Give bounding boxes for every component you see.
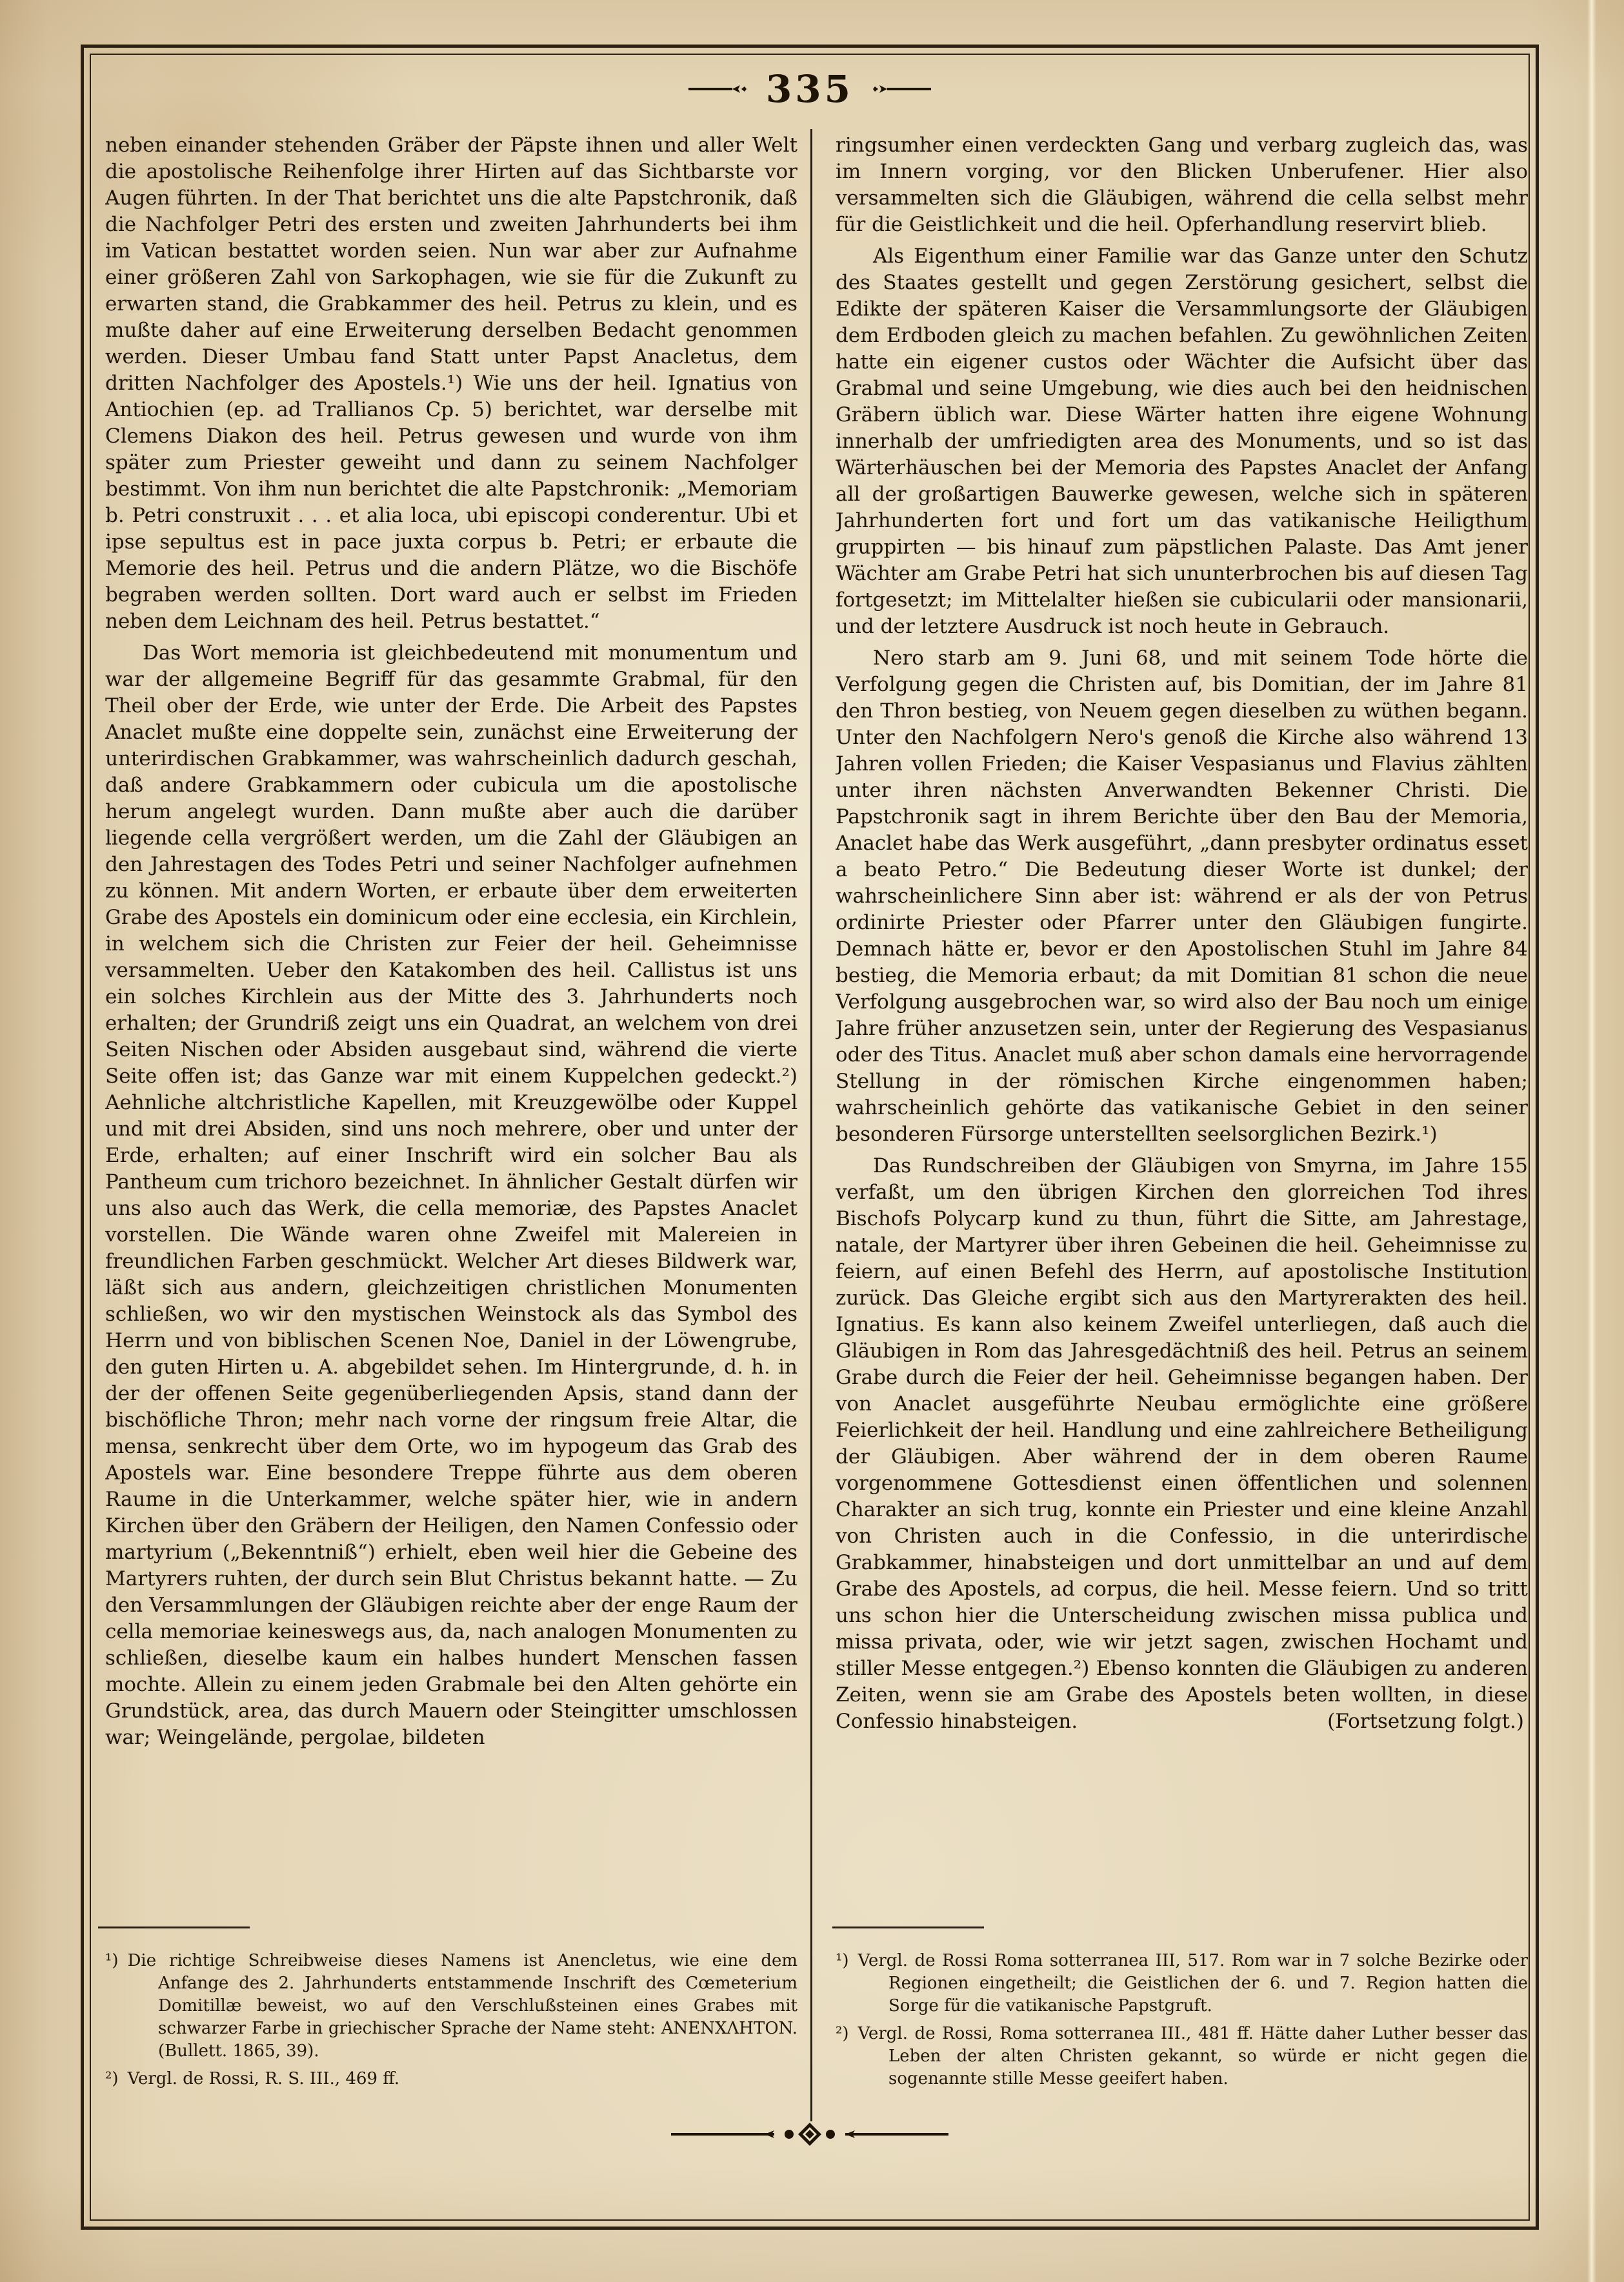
footnote — [836, 2023, 1528, 2090]
paragraph: neben einander stehenden Gräber der Päpste ihnen und aller Welt die apostolische Reihenfolge ihrer Hirten auf das Sichtbarste vor Augen führten. In der That berichtet uns die alte Papstchronik, daß die Nachfolger Petri des ersten und zweiten Jahrhunderts bei ihm im Vatican bestattet worden seien. Nun war aber zur Aufnahme einer größeren Zahl von Sarkophagen, wie sie für die Zukunft zu erwarten stand, die Grabkammer des heil. Petrus zu klein, und es mußte daher auf eine Erweiterung derselben Bedacht genommen werden. Dieser Umbau fand Statt unter Papst Anacletus, dem dritten Nachfolger des Apostels.¹) Wie uns der heil. Ignatius von Antiochien (ep. ad Trallianos Cp. 5) berichtet, war derselbe mit Clemens Diakon des heil. Petrus gewesen und wurde von ihm später zum Priester geweiht und dann zu seinem Nachfolger bestimmt. Von ihm nun berichtet die alte Papstchronik: „Memoriam b. Petri construxit . . . et alia loca, ubi episcopi conderentur. Ubi et ipse sepultus est in pace juxta corpus b. Petri; er erbaute die Memorie des heil. Petrus und die andern Plätze, wo die Bischöfe begraben werden sollten. Dort ward auch er selbst im Frieden neben dem Leichnam des heil. Petrus bestattet.“ — [105, 134, 797, 633]
footnote-text: Die richtige Schreibweise dieses Namens ist Anencletus, wie eine dem Anfange des 2. Jahrhunderts entstammende Inschrift des Cœmeterium Domitillæ beweist, wo auf den Verschlußsteinen eines Grabes mit schwarzer Farbe in griechischer Sprache der Name steht: ANENXΛHTON. (Bullett. 1865, 39). — [127, 1951, 797, 2061]
header-ornament-left-icon — [687, 83, 747, 95]
footnote-separator-left — [98, 1927, 250, 1928]
column-divider-rule — [810, 129, 812, 2121]
right-column — [836, 132, 1528, 1921]
paragraph: Als Eigenthum einer Familie war das Ganze unter den Schutz des Staates gestellt und gegen Zerstörung gesichert, selbst die Edikte der späteren Kaiser die Versammlungsorte der Gläubigen dem Erdboden gleich zu machen befahlen. Zu gewöhnlichen Zeiten hatte ein eigener custos oder Wächter die Aufsicht über das Grabmal und seine Umgebung, wie dies auch bei den heidnischen Gräbern üblich war. Diese Wärter hatten ihre eigene Wohnung innerhalb der umfriedigten area des Monuments, und so ist das Wärterhäuschen bei der Memoria des Papstes Anaclet der Anfang all der großartigen Bauwerke gewesen, welche sich in späteren Jahrhunderten fort und fort um das vatikanische Heiligthum gruppirten — bis hinauf zum päpstlichen Palaste. Das Amt jener Wächter am Grabe Petri hat sich ununterbrochen bis auf diesen Tag fortgesetzt; im Mittelalter hießen sie cubicularii oder mansionarii, und der letztere Ausdruck ist noch heute in Gebrauch. — [836, 245, 1528, 638]
paragraph: ringsumher einen verdeckten Gang und verbarg zugleich das, was im Innern vorging, vor den Blicken Unberufener. Hier also versammelten sich die Gläubigen, während die cella selbst mehr für die Geistlichkeit und die heil. Opferhandlung reservirt blieb. — [836, 134, 1528, 236]
footnote-marker: ²) — [105, 2069, 119, 2088]
footnote — [105, 2068, 797, 2090]
end-ornament-icon — [671, 2121, 948, 2147]
footnotes-left — [105, 1950, 797, 2111]
page-header — [81, 63, 1539, 115]
footnote-text: Vergl. de Rossi Roma sotterranea III, 517. Rom war in 7 solche Bezirke oder Regionen eingetheilt; die Geistlichen der 6. und 7. Region hatten die Sorge für die vatikanische Papstgruft. — [857, 1951, 1528, 2016]
footnote-text: Vergl. de Rossi, R. S. III., 469 ff. — [127, 2069, 400, 2088]
footnote-marker: ²) — [836, 2024, 849, 2043]
footnote-text: Vergl. de Rossi, Roma sotterranea III., 481 ff. Hätte daher Luther besser das Leben der alten Christen gekannt, so würde er nicht gegen die sogenannte stille Messe geeifert haben. — [857, 2024, 1528, 2088]
page-number: 335 — [765, 67, 854, 111]
footnote — [105, 1950, 797, 2063]
paper-fold-highlight — [1587, 0, 1596, 2282]
footnote-marker: ¹) — [105, 1951, 119, 1970]
header-ornament-right-icon — [873, 83, 932, 95]
left-column — [105, 132, 797, 1921]
footnote-marker: ¹) — [836, 1951, 849, 1970]
footnote-separator-right — [832, 1927, 984, 1928]
footnote — [836, 1950, 1528, 2017]
paragraph: Das Rundschreiben der Gläubigen von Smyrna, im Jahre 155 verfaßt, um den übrigen Kirchen den glorreichen Tod ihres Bischofs Polycarp kund zu thun, führt die Sitte, am Jahrestage, natale, der Martyrer über ihren Gebeinen die heil. Geheimnisse zu feiern, auf einen Befehl des Herrn, auf apostolische Institution zurück. Das Gleiche ergibt sich aus den Martyrerakten des heil. Ignatius. Es kann also keinem Zweifel unterliegen, daß auch die Gläubigen in Rom das Jahresgedächtniß des heil. Petrus an seinem Grabe durch die Feier der heil. Geheimnisse begangen haben. Der von Anaclet ausgeführte Neubau ermöglichte eine größere Feierlichkeit der heil. Handlung und eine zahlreichere Betheiligung der Gläubigen. Aber während der in dem oberen Raume vorgenommene Gottesdienst einen öffentlichen und solennen Charakter an sich trug, konnte ein Priester und eine kleine Anzahl von Christen auch in die Confessio, in die unterirdische Grabkammer, hinabsteigen und dort unmittelbar an und auf dem Grabe des Apostels, ad corpus, die heil. Messe feiern. Und so tritt uns schon hier die Unterscheidung zwischen missa publica und missa privata, oder, wie wir jetzt sagen, zwischen Hochamt und stiller Messe entgegen.²) Ebenso konnten die Gläubigen zu anderen Zeiten, wenn sie am Grabe des Apostels beten wollten, in diese Confessio hinabsteigen. — [836, 1154, 1528, 1733]
footnotes-right — [836, 1950, 1528, 2111]
paragraph: Nero starb am 9. Juni 68, und mit seinem Tode hörte die Verfolgung gegen die Christen auf, bis Domitian, der im Jahre 81 den Thron bestieg, von Neuem gegen dieselben zu wüthen begann. Unter den Nachfolgern Nero's genoß die Kirche also während 13 Jahren vollen Frieden; die Kaiser Vespasianus und Flavius zählten unter ihren nächsten Anverwandten Bekenner Christi. Die Papstchronik sagt in ihrem Berichte über den Bau der Memoria, Anaclet habe das Werk ausgeführt, „dann presbyter ordinatus esset a beato Petro.“ Die Bedeutung dieser Worte ist dunkel; der wahrscheinlichere Sinn aber ist: während er als der von Petrus ordinirte Priester oder Pfarrer unter den Gläubigen fungirte. Demnach hätte er, bevor er den Apostolischen Stuhl im Jahre 84 bestieg, die Memoria erbaut; da mit Domitian 81 schon die neue Verfolgung ausgebrochen war, so wird also der Bau noch um einige Jahre früher anzusetzen sein, unter der Regierung des Vespasianus oder des Titus. Anaclet muß aber schon damals eine hervorragende Stellung in der römischen Kirche eingenommen haben; wahrscheinlich gehörte das vatikanische Gebiet in den seiner besonderen Fürsorge unterstellten seelsorglichen Bezirk.¹) — [836, 646, 1528, 1146]
continuation-note: (Fortsetzung folgt.) — [1327, 1710, 1524, 1733]
paragraph: Das Wort memoria ist gleichbedeutend mit monumentum und war der allgemeine Begriff für das gesammte Grabmal, für den Theil ober der Erde, wie unter der Erde. Die Arbeit des Papstes Anaclet mußte eine doppelte sein, zunächst eine Erweiterung der unterirdischen Grabkammer, was wahrscheinlich dadurch geschah, daß andere Grabkammern oder cubicula um die apostolische herum angelegt wurden. Dann mußte aber auch die darüber liegende cella vergrößert werden, um die Zahl der Gläubigen an den Jahrestagen des Todes Petri und seiner Nachfolger aufnehmen zu können. Mit andern Worten, er erbaute über dem erweiterten Grabe des Apostels ein dominicum oder eine ecclesia, ein Kirchlein, in welchem sich die Christen zur Feier der heil. Geheimnisse versammelten. Ueber den Katakomben des heil. Callistus ist uns ein solches Kirchlein aus der Mitte des 3. Jahrhunderts noch erhalten; der Grundriß zeigt uns ein Quadrat, an welchem von drei Seiten Nischen oder Absiden ausgebaut sind, während die vierte Seite offen ist; das Ganze war mit einem Kuppelchen gedeckt.²) Aehnliche altchristliche Kapellen, mit Kreuzgewölbe oder Kuppel und mit drei Absiden, sind uns noch mehrere, ober und unter der Erde, erhalten; auf einer Inschrift wird ein solcher Bau als Pantheum cum trichoro bezeichnet. In ähnlicher Gestalt dürfen wir uns also auch das Werk, die cella memoriæ, des Papstes Anaclet vorstellen. Die Wände waren ohne Zweifel mit Malereien in freundlichen Farben geschmückt. Welcher Art dieses Bildwerk war, läßt sich aus andern, gleichzeitigen christlichen Monumenten schließen, wo wir den mystischen Weinstock als das Symbol des Herrn und von biblischen Scenen Noe, Daniel in der Löwengrube, den guten Hirten u. A. abgebildet sehen. Im Hintergrunde, d. h. in der der offenen Seite gegenüberliegenden Apsis, stand dann der bischöfliche Thron; mehr nach vorne der ringsum freie Altar, die mensa, senkrecht über dem Orte, wo im hypogeum das Grab des Apostels war. Eine besondere Treppe führte aus dem oberen Raume in die Unterkammer, welche später hier, wie in andern Kirchen über den Gräbern der Heiligen, den Namen Confessio oder martyrium („Bekenntniß“) erhielt, eben weil hier die Gebeine des Martyrers ruhten, der durch sein Blut Christus bekannt hatte. — Zu den Versammlungen der Gläubigen reichte aber der enge Raum der cella memoriae keineswegs aus, da, nach analogen Monumenten zu schließen, dieselbe kaum ein halbes hundert Menschen fassen mochte. Allein zu einem jeden Grabmale bei den Alten gehörte ein Grundstück, area, das durch Mauern oder Steingitter umschlossen war; Weingelände, pergolae, bildeten — [105, 641, 797, 1749]
